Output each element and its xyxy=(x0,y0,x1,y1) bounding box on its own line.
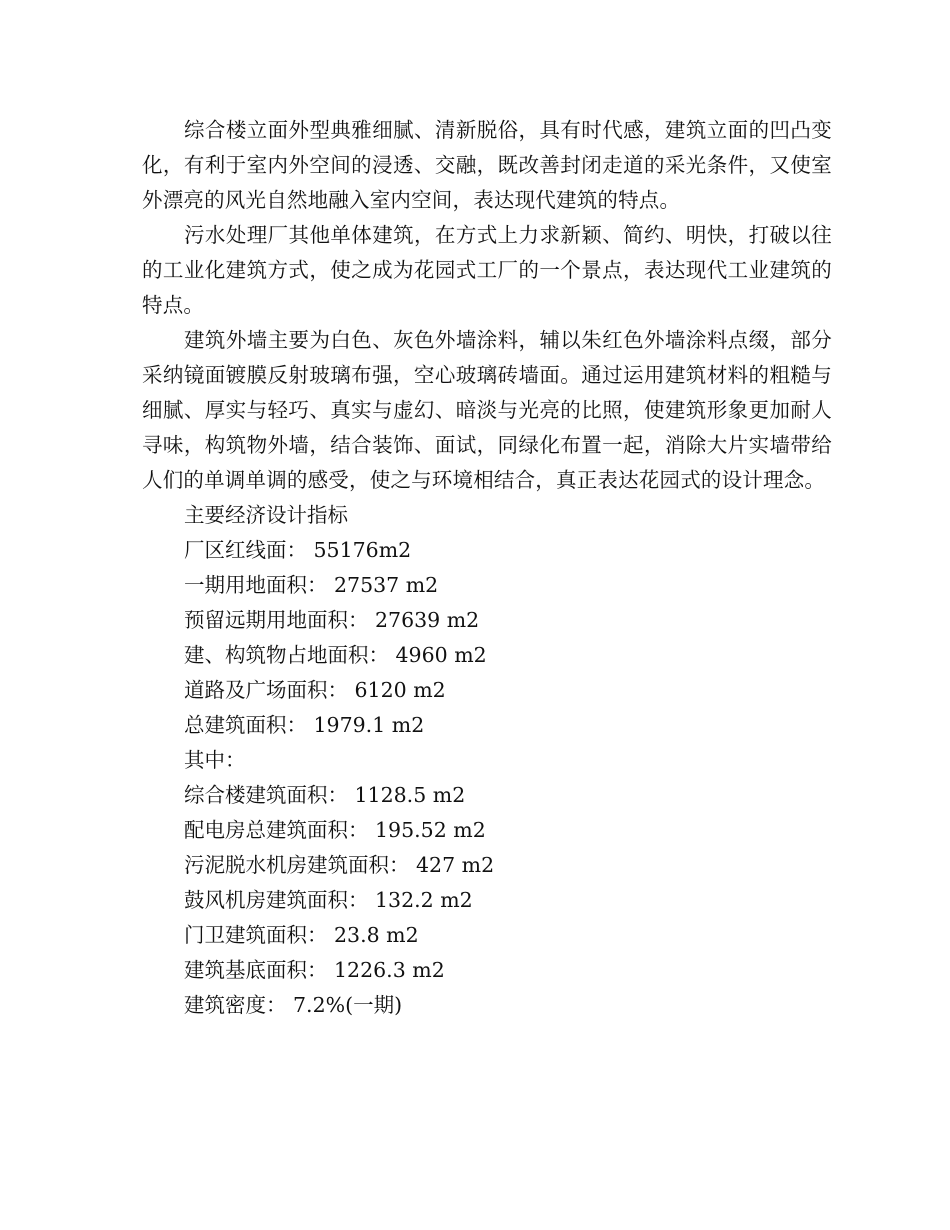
list-item: 建、构筑物占地面积： 4960 m2 xyxy=(184,643,487,667)
economic-indicators-list xyxy=(142,498,832,1023)
document-body xyxy=(142,113,832,1023)
list-item: 综合楼建筑面积： 1128.5 m2 xyxy=(184,783,466,807)
list-item: 总建筑面积： 1979.1 m2 xyxy=(184,713,425,737)
list-item: 道路及广场面积： 6120 m2 xyxy=(184,678,446,702)
indicators-heading: 主要经济设计指标 xyxy=(184,503,348,527)
list-item: 鼓风机房建筑面积： 132.2 m2 xyxy=(184,888,473,912)
list-item: 其中： xyxy=(184,748,246,772)
paragraph-other-buildings: 污水处理厂其他单体建筑，在方式上力求新颖、简约、明快，打破以往的工业化建筑方式，使之成为花园式工厂的一个景点，表达现代工业建筑的特点。 xyxy=(142,223,832,317)
list-item: 门卫建筑面积： 23.8 m2 xyxy=(184,923,419,947)
list-item: 厂区红线面： 55176m2 xyxy=(184,538,412,562)
list-item: 建筑密度： 7.2%(一期) xyxy=(184,993,403,1017)
paragraph-facade-design: 综合楼立面外型典雅细腻、清新脱俗，具有时代感，建筑立面的凹凸变化，有利于室内外空间的浸透、交融，既改善封闭走道的采光条件，又使室外漂亮的风光自然地融入室内空间，表达现代建筑的特点。 xyxy=(142,118,832,212)
list-item: 一期用地面积： 27537 m2 xyxy=(184,573,439,597)
paragraph-exterior-walls: 建筑外墙主要为白色、灰色外墙涂料，辅以朱红色外墙涂料点缀，部分采纳镜面镀膜反射玻璃布强，空心玻璃砖墙面。通过运用建筑材料的粗糙与细腻、厚实与轻巧、真实与虚幻、暗淡与光亮的比照，使建筑形象更加耐人寻味，构筑物外墙，结合装饰、面试，同绿化布置一起，消除大片实墙带给人们的单调单调的感受，使之与环境相结合，真正表达花园式的设计理念。 xyxy=(142,328,832,492)
list-item: 污泥脱水机房建筑面积： 427 m2 xyxy=(184,853,495,877)
list-item: 建筑基底面积： 1226.3 m2 xyxy=(184,958,445,982)
list-item: 预留远期用地面积： 27639 m2 xyxy=(184,608,480,632)
list-item: 配电房总建筑面积： 195.52 m2 xyxy=(184,818,486,842)
